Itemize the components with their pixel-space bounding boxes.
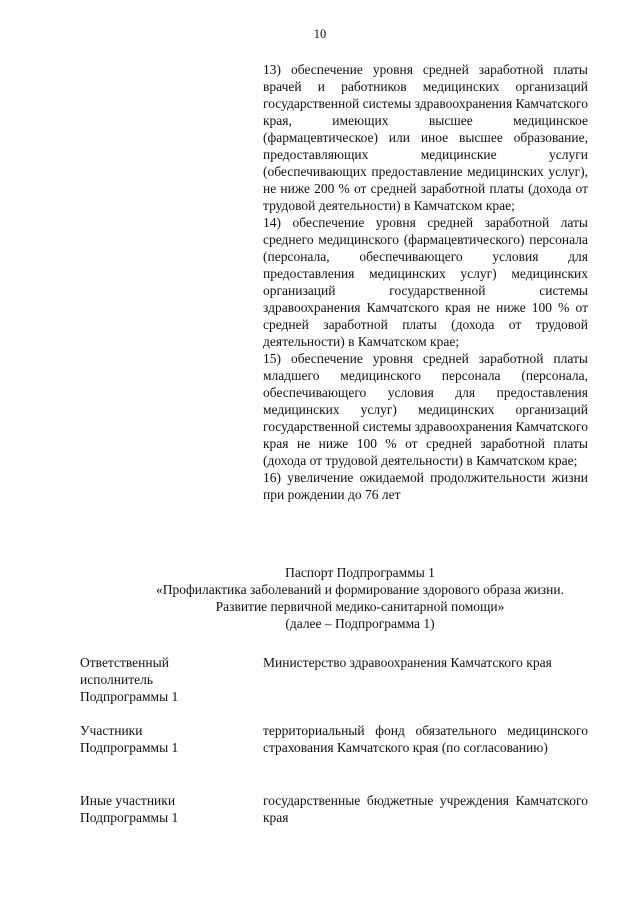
row-value: государственные бюджетные учреждения Камчатского края [263,793,588,825]
targets-list [263,61,588,503]
row-label: Иные участники Подпрограммы 1 [80,793,179,825]
subprogram-name-line2: Развитие первичной медико-санитарной помощи» [215,599,505,614]
list-item: 15) обеспечение уровня средней заработной платы младшего медицинского персонала (персонала, обеспечивающего условия для предоставления медицинских услуг) медицинских организаций государственной системы здравоохранения Камчатского края не ниже 100 % от средней заработной платы (дохода от трудовой деятельности) в Камчатском крае; [263,351,588,468]
passport-heading: Паспорт Подпрограммы 1 [285,565,435,580]
row-value: территориальный фонд обязательного медицинского страхования Камчатского края (по согласованию) [263,723,588,755]
passport-row-participants [80,722,590,774]
passport-row-other-participants [80,792,590,828]
row-value: Министерство здравоохранения Камчатского края [263,655,552,670]
page-number: 10 [313,27,327,41]
row-label: Участники Подпрограммы 1 [80,723,179,755]
subprogram-name-line1: «Профилактика заболеваний и формирование здорового образа жизни. [156,582,564,597]
row-label: Ответственный исполнитель Подпрограммы 1 [80,655,179,704]
list-item: 16) увеличение ожидаемой продолжительности жизни при рождении до 76 лет [263,470,588,502]
passport-row-responsible [80,654,590,706]
subprogram-abbrev: (далее – Подпрограмма 1) [285,616,435,631]
passport-title [80,564,640,632]
list-item: 14) обеспечение уровня средней заработной латы среднего медицинского (фармацевтического) персонала (персонала, обеспечивающего условия для предоставления медицинских услуг) медицинских организаций государственной системы здравоохранения Камчатского края не ниже 100 % от средней заработной платы (дохода от трудовой деятельности) в Камчатском крае; [263,215,588,349]
list-item: 13) обеспечение уровня средней заработной платы врачей и работников медицинских организаций государственной системы здравоохранения Камчатского края, имеющих высшее медицинское (фармацевтическое) или иное высшее образование, предоставляющих медицинские услуги (обеспечивающих предоставление медицинских услуг), не ниже 200 % от средней заработной платы (дохода от трудовой деятельности) в Камчатском крае; [263,62,588,213]
